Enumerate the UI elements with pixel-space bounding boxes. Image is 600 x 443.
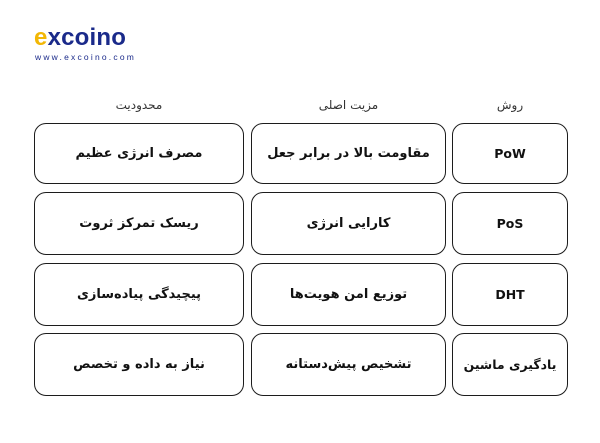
cell-advantage: تشخیص پیش‌دستانه [251, 333, 446, 396]
cell-limitation: ریسک تمرکز ثروت [34, 192, 244, 255]
cell-advantage: مقاومت بالا در برابر جعل [251, 123, 446, 184]
header-advantage: مزیت اصلی [318, 98, 379, 112]
cell-method: PoS [452, 192, 568, 255]
cell-advantage: کارایی انرژی [251, 192, 446, 255]
cell-method: یادگیری ماشین [452, 333, 568, 396]
logo-wordmark [34, 25, 136, 51]
cell-limitation: نیاز به داده و تخصص [34, 333, 244, 396]
cell-limitation: پیچیدگی پیاده‌سازی [34, 263, 244, 326]
logo-e-letter: e [34, 24, 48, 51]
cell-method: PoW [452, 123, 568, 184]
cell-advantage: توزیع امن هویت‌ها [251, 263, 446, 326]
excoino-logo [34, 25, 136, 62]
header-limitation: محدودیت [115, 98, 163, 112]
cell-method: DHT [452, 263, 568, 326]
logo-word-rest: xcoino [47, 24, 127, 51]
header-method: روش [496, 98, 524, 112]
logo-url: www.excoino.com [35, 52, 137, 62]
cell-limitation: مصرف انرژی عظیم [34, 123, 244, 184]
